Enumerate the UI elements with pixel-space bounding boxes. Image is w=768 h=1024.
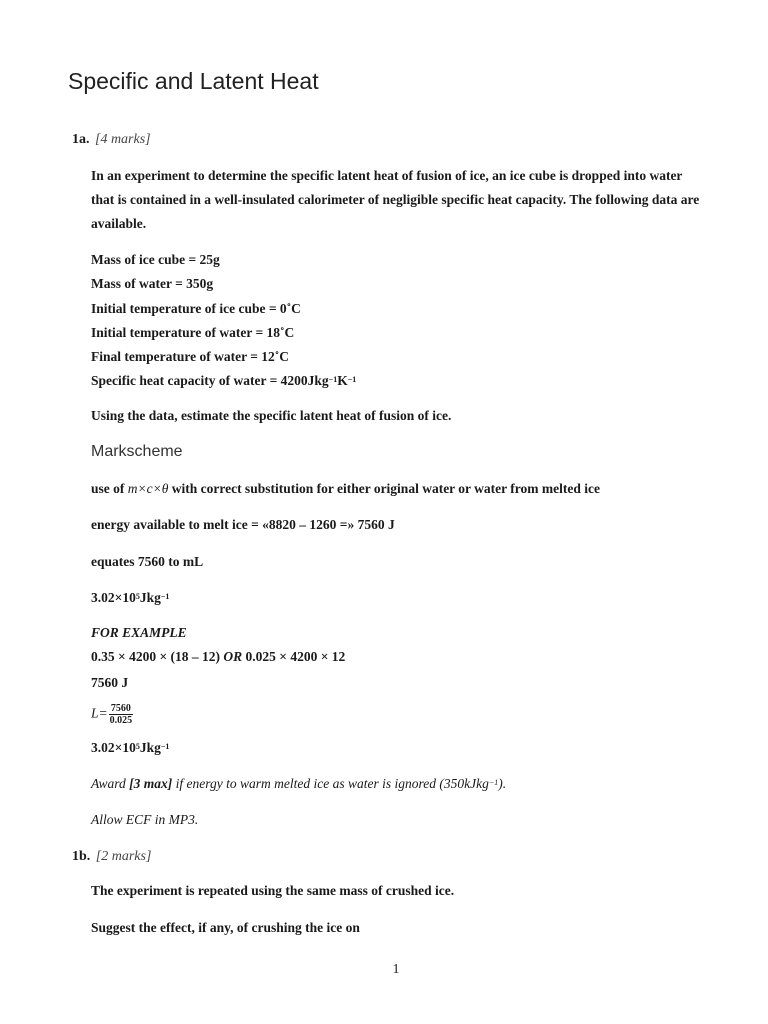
allow-note: Allow ECF in MP3. bbox=[91, 812, 199, 827]
question-1a-intro: In an experiment to determine the specific latent heat of fusion of ice, an ice cube is dropped into water that is contained in a well-insulated calorimeter of negligible specific heat capacity. The following data are available. bbox=[91, 168, 700, 231]
question-marks: [2 marks] bbox=[95, 849, 152, 864]
question-number: 1a. bbox=[72, 132, 90, 147]
markscheme-line: $3.02\times 10^5Jkg^{-1}$ bbox=[91, 590, 170, 605]
data-item: Final temperature of water = 12˚C bbox=[91, 349, 290, 365]
award-note: Award [3 max] if energy to warm melted ice as water is ignored (350kJkg$^{-1}$). bbox=[91, 776, 507, 791]
example-line: 0.35 × 4200 × (18 – 12) OR 0.025 × 4200 × 12 bbox=[91, 649, 346, 664]
example-line: 7560 J bbox=[91, 675, 129, 690]
data-item: Mass of water = 350g bbox=[91, 276, 214, 292]
data-item: Initial temperature of ice cube = 0˚C bbox=[91, 300, 301, 316]
data-item-shc: Specific heat capacity of water = $4200Jkg^{-1}K^{-1}$ bbox=[91, 373, 357, 389]
example-label: FOR EXAMPLE bbox=[91, 625, 187, 640]
page-number: 1 bbox=[392, 962, 400, 977]
question-1b-text: Suggest the effect, if any, of crushing the ice on bbox=[91, 920, 360, 935]
data-item: Initial temperature of water = 18˚C bbox=[91, 324, 295, 340]
question-marks: [4 marks] bbox=[95, 132, 151, 147]
example-result: $3.02\times 10^5Jkg^{-1}$ bbox=[91, 740, 170, 755]
markscheme-line: equates 7560 to mL bbox=[91, 554, 204, 569]
question-number: 1b. bbox=[72, 849, 91, 864]
markscheme-line: energy available to melt ice = «8820 – 1260 =» 7560 J bbox=[91, 517, 395, 532]
fraction: $\frac{7560}{0.025}$ bbox=[109, 703, 133, 726]
question-1b-text: The experiment is repeated using the same mass of crushed ice. bbox=[91, 883, 455, 898]
question-1a-header bbox=[72, 132, 151, 148]
data-item: Mass of ice cube = 25g bbox=[91, 252, 220, 267]
question-1b-header bbox=[72, 849, 151, 865]
markscheme-line: use of m×c×θ with correct substitution for either original water or water from melted ice bbox=[91, 481, 600, 496]
markscheme-heading: Markscheme bbox=[91, 443, 183, 460]
page-title: Specific and Latent Heat bbox=[68, 68, 319, 94]
fraction-equation: L= $\frac{7560}{0.025}$ bbox=[91, 703, 133, 726]
question-1a-prompt: Using the data, estimate the specific latent heat of fusion of ice. bbox=[91, 408, 452, 423]
data-list bbox=[91, 248, 701, 394]
